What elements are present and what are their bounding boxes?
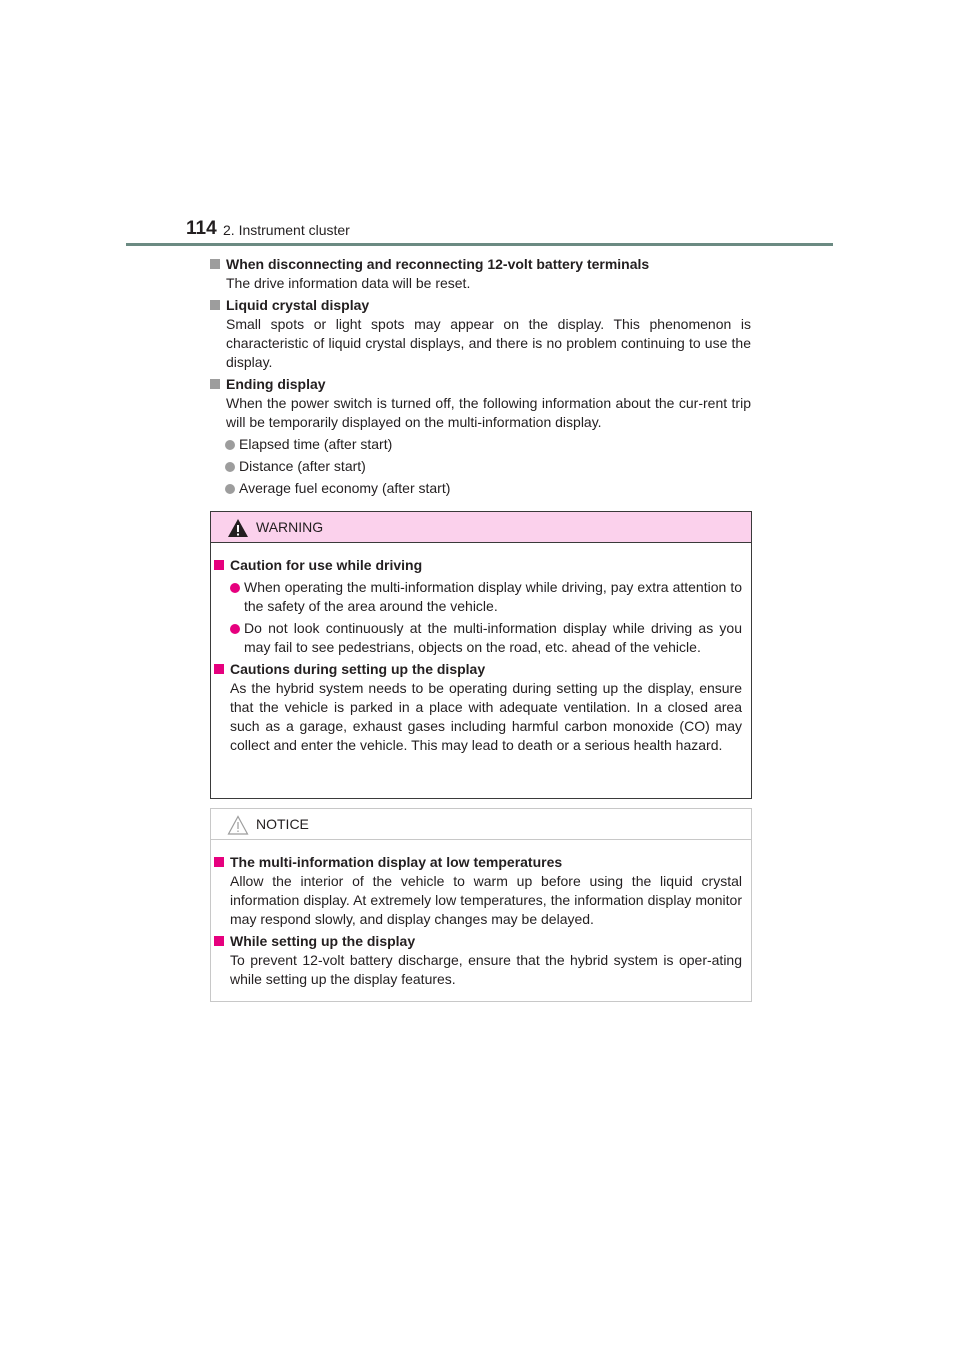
section-heading: When disconnecting and reconnecting 12-volt battery terminals (210, 255, 751, 274)
header-rule (126, 243, 833, 246)
notice-text: Allow the interior of the vehicle to warm up before using the liquid crystal information display. At extremely low temperatures, the information display monitor may respond slowly, and display changes may be delayed. (230, 873, 742, 927)
list-item: Distance (after start) (211, 457, 751, 476)
warning-body (211, 543, 751, 755)
list-item: Elapsed time (after start) (211, 435, 751, 454)
list-item: Average fuel economy (after start) (211, 479, 751, 498)
notice-label: NOTICE (256, 816, 309, 832)
warning-text: As the hybrid system needs to be operating during setting up the display, ensure that the vehicle is parked in a place with adequate ventilation. In a closed area such as a garage, exhaust gases including harmful carbon monoxide (CO) may collect and enter the vehicle. This may lead to death or a serious health hazard. (230, 680, 742, 753)
square-bullet-icon (214, 664, 224, 674)
notice-header (211, 809, 751, 840)
warning-header (211, 512, 751, 543)
warning-triangle-icon (227, 518, 249, 538)
section-text: The drive information data will be reset. (226, 275, 471, 291)
notice-section-heading: The multi-information display at low temperatures (214, 853, 742, 872)
dot-bullet-icon (225, 484, 235, 494)
page-number: 114 (186, 218, 217, 239)
warning-section-heading: Caution for use while driving (214, 556, 742, 575)
section-ending-display (211, 375, 751, 498)
section-title: 2. Instrument cluster (223, 222, 350, 238)
section-heading: Ending display (210, 375, 751, 394)
main-content (211, 255, 751, 498)
section-heading: Liquid crystal display (210, 296, 751, 315)
dot-bullet-icon (230, 624, 240, 634)
section-battery (211, 255, 751, 293)
list-item: When operating the multi-information display while driving, pay extra attention to the safety of the area around the vehicle. (214, 578, 742, 616)
notice-text: To prevent 12-volt battery discharge, ensure that the hybrid system is oper-ating while setting up the display features. (230, 952, 742, 987)
list-item: Do not look continuously at the multi-information display while driving as you may fail to see pedestrians, objects on the road, etc. ahead of the vehicle. (214, 619, 742, 657)
dot-bullet-icon (225, 462, 235, 472)
square-bullet-icon (214, 560, 224, 570)
dot-bullet-icon (230, 583, 240, 593)
square-bullet-icon (210, 379, 220, 389)
square-bullet-icon (214, 857, 224, 867)
warning-section-heading: Cautions during setting up the display (214, 660, 742, 679)
square-bullet-icon (210, 300, 220, 310)
section-text: Small spots or light spots may appear on the display. This phenomenon is characteristic of liquid crystal displays, and there is no problem continuing to use the display. (226, 316, 751, 370)
warning-box (210, 511, 752, 799)
notice-body (211, 840, 751, 989)
square-bullet-icon (214, 936, 224, 946)
notice-triangle-icon (227, 815, 249, 835)
notice-box (210, 808, 752, 1002)
dot-bullet-icon (225, 440, 235, 450)
warning-label: WARNING (256, 519, 324, 535)
square-bullet-icon (210, 259, 220, 269)
section-lcd (211, 296, 751, 372)
notice-section-heading: While setting up the display (214, 932, 742, 951)
section-text: When the power switch is turned off, the following information about the cur-rent trip will be temporarily displayed on the multi-information display. (226, 395, 751, 430)
